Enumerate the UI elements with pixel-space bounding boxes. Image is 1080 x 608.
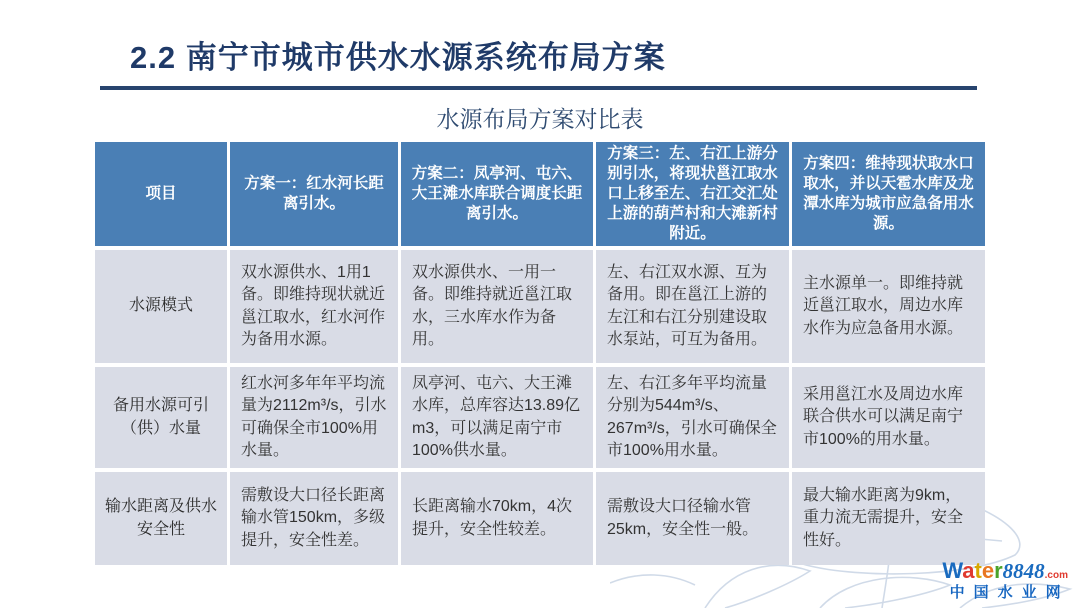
row-label-distance-safety: 输水距离及供水安全性	[95, 472, 227, 565]
logo-letter-r: r	[994, 558, 1003, 584]
water8848-logo	[942, 559, 1068, 601]
comparison-table	[95, 142, 985, 565]
table-cell-distance-plan4: 最大输水距离为9km，重力流无需提升，安全性好。	[792, 472, 985, 565]
table-cell-mode-plan2: 双水源供水、一用一备。即维持就近邕江取水，三水库水作为备用。	[401, 250, 593, 363]
logo-tagline: 中国水业网	[949, 584, 1070, 602]
table-cell-mode-plan3: 左、右江双水源、互为备用。即在邕江上游的左江和右江分别建设取水泵站，可互为备用。	[596, 250, 789, 363]
table-cell-volume-plan4: 采用邕江水及周边水库联合供水可以满足南宁市100%的用水量。	[792, 367, 985, 468]
water8848-wordmark	[942, 559, 1068, 583]
logo-letter-e: e	[981, 558, 995, 584]
header-cell-plan3: 方案三：左、右江上游分别引水，将现状邕江取水口上移至左、右江交汇处上游的葫芦村和大滩新村附近。	[596, 142, 789, 246]
table-title: 水源布局方案对比表	[436, 106, 644, 132]
table-cell-mode-plan1: 双水源供水、1用1备。即维持现状就近邕江取水，红水河作为备用水源。	[230, 250, 398, 363]
header-cell-plan4: 方案四：维持现状取水口取水，并以天雹水库及龙潭水库为城市应急备用水源。	[792, 142, 985, 246]
table-cell-volume-plan1: 红水河多年年平均流量为2112m³/s，引水可确保全市100%用水量。	[230, 367, 398, 468]
logo-letter-w: W	[942, 558, 963, 584]
header-cell-plan1: 方案一：红水河长距离引水。	[230, 142, 398, 246]
row-label-water-source-mode: 水源模式	[95, 250, 227, 363]
table-cell-mode-plan4: 主水源单一。即维持就近邕江取水，周边水库水作为应急备用水源。	[792, 250, 985, 363]
title-divider	[100, 86, 977, 90]
logo-number: 8848	[1002, 559, 1045, 584]
logo-letter-t: t	[974, 558, 982, 584]
row-label-backup-water-volume: 备用水源可引（供）水量	[95, 367, 227, 468]
logo-letter-a: a	[962, 558, 975, 584]
table-cell-distance-plan2: 长距离输水70km，4次提升，安全性较差。	[401, 472, 593, 565]
logo-tld: .com	[1044, 570, 1068, 582]
header-cell-plan2: 方案二：凤亭河、屯六、大王滩水库联合调度长距离引水。	[401, 142, 593, 246]
table-cell-distance-plan3: 需敷设大口径输水管25km，安全性一般。	[596, 472, 789, 565]
table-cell-distance-plan1: 需敷设大口径长距离输水管150km，多级提升，安全性差。	[230, 472, 398, 565]
header-cell-item: 项目	[95, 142, 227, 246]
table-cell-volume-plan3: 左、右江多年平均流量分别为544m³/s、267m³/s，引水可确保全市100%用水量。	[596, 367, 789, 468]
table-cell-volume-plan2: 凤亭河、屯六、大王滩水库，总库容达13.89亿m3，可以满足南宁市100%供水量。	[401, 367, 593, 468]
page-title: 2.2 南宁市城市供水水源系统布局方案	[130, 40, 666, 75]
